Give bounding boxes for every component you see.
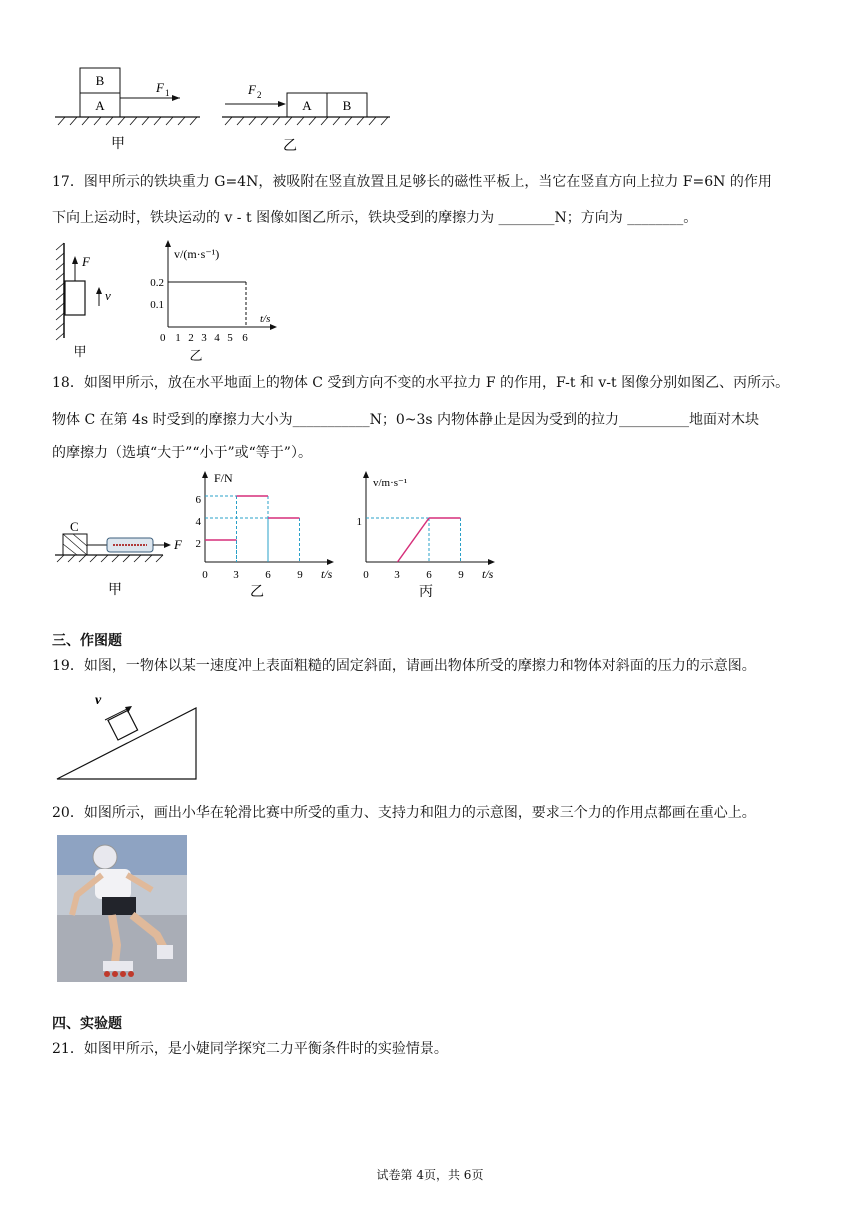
ground-hatch-left	[58, 117, 197, 125]
slider-block	[108, 710, 138, 740]
q18-line1: 18．如图甲所示，放在水平地面上的物体 C 受到方向不变的水平拉力 F 的作用，F-t 和 v-t 图像分别如图乙、丙所示。	[52, 375, 790, 391]
ft-ytick-2: 2	[195, 538, 201, 550]
q17-x-axis-label: t/s	[260, 313, 271, 325]
vt-xtick-9: 9	[458, 569, 464, 581]
q17-xtick-2: 2	[188, 332, 194, 344]
q17-velocity-label: v	[105, 288, 111, 303]
q19-velocity-label: v	[95, 693, 102, 708]
ft-x-axis-label: t/s	[321, 567, 333, 581]
q17-xtick-5: 5	[227, 332, 233, 344]
q17-xtick-6: 6	[242, 332, 248, 344]
ft-marks	[205, 496, 300, 562]
q17-force-label: F	[82, 254, 90, 269]
iron-block	[65, 281, 85, 315]
ground-hatch-right	[225, 117, 388, 125]
ft-xtick-9: 9	[297, 569, 303, 581]
q21-text: 21．如图甲所示，是小婕同学探究二力平衡条件时的实验情景。	[52, 1041, 448, 1057]
q17-xtick-0: 0	[160, 332, 166, 344]
caption-yi-top: 乙	[283, 139, 297, 154]
q17-xtick-3: 3	[201, 332, 207, 344]
block-a-right-label: A	[302, 98, 312, 113]
q17-figure	[50, 238, 290, 363]
q17-caption-yi: 乙	[189, 348, 203, 363]
q17-line1: 17．图甲所示的铁块重力 G=4N，被吸附在竖直放置且足够长的磁性平板上，当它在竖直方向上拉力 F=6N 的作用	[52, 174, 772, 190]
q17-vt-chart	[150, 240, 277, 363]
vt-xtick-3: 3	[394, 569, 400, 581]
q17-y-axis-label: v/(m·s⁻¹)	[174, 247, 220, 261]
q18-force-label: F	[174, 537, 182, 552]
block-b-right-label: B	[342, 98, 352, 113]
q18-caption-bing: 丙	[419, 585, 433, 600]
page-footer: 试卷第 4页，共 6页	[376, 1168, 484, 1182]
q17-ytick-0.1: 0.1	[150, 299, 164, 311]
section-experiment-title: 四、实验题	[52, 1016, 122, 1032]
force-f2-label: F	[248, 82, 256, 97]
q17-ytick-0.2: 0.2	[150, 277, 164, 289]
block-a-label: A	[95, 98, 105, 113]
q17-xtick-4: 4	[214, 332, 220, 344]
section-drawing-title: 三、作图题	[52, 633, 122, 649]
vt-ytick-1: 1	[356, 516, 362, 528]
q18-caption-jia: 甲	[108, 583, 122, 598]
vt-xtick-0: 0	[363, 569, 369, 581]
q20-text: 20．如图所示，画出小华在轮滑比赛中所受的重力、支持力和阻力的示意图，要求三个力的作用点都画在重心上。	[52, 805, 756, 821]
fig-blocks	[50, 60, 400, 160]
ft-xtick-0: 0	[202, 569, 208, 581]
wall-hatch	[56, 243, 64, 340]
ft-xtick-6: 6	[265, 569, 271, 581]
force-f1-label: F	[156, 80, 164, 95]
skater-photo	[57, 835, 187, 982]
q18-vt-chart	[357, 471, 496, 600]
q18-figure	[55, 468, 505, 603]
q18-line2: 物体 C 在第 4s 时受到的摩擦力大小为___________N；0~3s 内物体静止是因为受到的拉力__________地面对木块	[52, 412, 760, 428]
q19-text: 19．如图，一物体以某一速度冲上表面粗糙的固定斜面，请画出物体所受的摩擦力和物体对斜面的压力的示意图。	[52, 658, 756, 674]
q17-caption-jia: 甲	[73, 344, 87, 359]
caption-jia-top: 甲	[111, 137, 125, 152]
q18-caption-yi: 乙	[250, 585, 264, 600]
block-b-label: B	[95, 73, 105, 88]
q17-xtick-1: 1	[175, 332, 181, 344]
vt-x-axis-label: t/s	[482, 567, 494, 581]
vt-marks	[366, 518, 461, 562]
q17-line2: 下向上运动时，铁块运动的 v - t 图像如图乙所示，铁块受到的摩擦力为 ________N；方向为 ________。	[52, 210, 698, 226]
vt-segment-0	[398, 518, 430, 562]
q18-ground-hatch	[57, 555, 163, 562]
ft-ytick-4: 4	[195, 516, 201, 528]
q18-line3: 的摩擦力（选填“大于”“小于”或“等于”）。	[52, 445, 312, 461]
q18-ft-chart	[196, 471, 335, 600]
q19-incline-figure	[55, 688, 205, 784]
vt-xtick-6: 6	[426, 569, 432, 581]
q18-object-label: C	[70, 519, 79, 534]
ft-y-axis-label: F/N	[214, 471, 233, 485]
ft-ytick-6: 6	[195, 494, 201, 506]
force-f2-sub: 2	[257, 90, 262, 100]
ft-xtick-3: 3	[233, 569, 239, 581]
force-f1-sub: 1	[165, 88, 170, 98]
vt-y-axis-label: v/m·s⁻¹	[373, 477, 408, 489]
